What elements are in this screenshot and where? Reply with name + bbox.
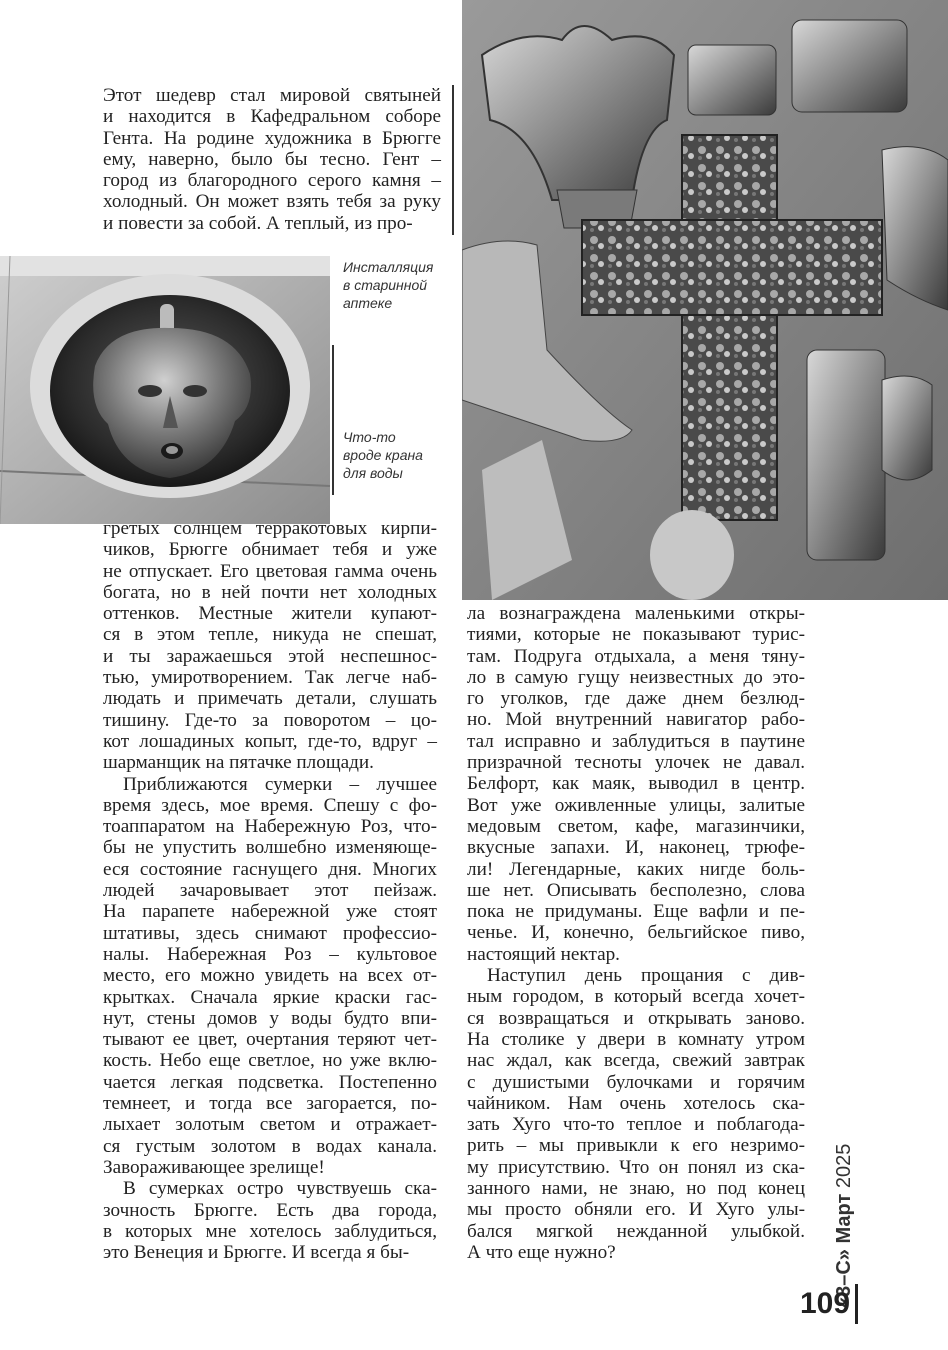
text-line: ченье. И, конечно, бельгийское пиво,	[467, 922, 805, 944]
page-number: 109	[800, 1287, 851, 1320]
text-line: На парапете набережной уже стоят	[103, 901, 437, 923]
caption-faucet: Что-то вроде крана для воды	[343, 429, 423, 481]
magazine-issue-label	[824, 1080, 864, 1310]
text-line: налы. Набережная Роз – культовое	[103, 943, 437, 965]
text-line: богата, но в ней почти нет холодных	[103, 581, 437, 603]
fountain-photo	[0, 256, 330, 524]
article-right-column	[467, 603, 805, 1263]
text-line: ся густым золотом в водах канала.	[103, 1135, 437, 1157]
text-line: занного нами, не знаю, но под конец	[467, 1178, 805, 1200]
issue-month: Март	[833, 1193, 855, 1244]
text-line: вкусные запахи. И, наконец, трюфе-	[467, 837, 805, 859]
text-line: ла вознаграждена маленькими откры-	[467, 603, 805, 624]
text-line: тал исправно и заблудиться в паутине	[467, 730, 805, 752]
text-line: ше нет. Описывать бесполезно, слова	[467, 879, 805, 901]
magazine-name: «3–С»	[833, 1249, 855, 1308]
text-line: На столике у двери в комнату утром	[467, 1028, 805, 1050]
page-number-bar	[855, 1284, 858, 1324]
text-line: это Венеция и Брюгге. И всегда я бы-	[103, 1242, 410, 1264]
text-line: и находится в Кафедральном соборе	[103, 106, 441, 128]
text-line: чайником. Нам очень хотелось ска-	[467, 1092, 805, 1114]
text-line: В сумерках остро чувствуешь ска-	[123, 1178, 437, 1200]
text-line: но. Мой внутренний навигатор рабо-	[467, 709, 805, 731]
text-line: ли! Легендарные, каких нигде боль-	[467, 858, 805, 880]
text-line: Завораживающее зрелище!	[103, 1156, 325, 1178]
text-line: ся возвращаться и открывать заново.	[467, 1007, 805, 1029]
text-line: бы не упустить волшебно изменяюще-	[103, 837, 437, 859]
text-line: мы просто обняли его. И Хуго улы-	[467, 1199, 805, 1221]
text-line: зочность Брюгге. Есть два города,	[103, 1199, 437, 1221]
text-line: Вот уже оживленные улицы, залитые	[467, 794, 805, 816]
text-line: кот лошадиных копыт, где-то, вдруг –	[103, 730, 437, 752]
text-line: тью, умиротворением. Так легче наб-	[103, 667, 437, 689]
text-line: настоящий нектар.	[467, 943, 620, 965]
text-line: не отпускает. Его цветовая гамма очень	[103, 560, 437, 582]
text-line: Белфорт, как маяк, выводил в центр.	[467, 773, 805, 795]
text-line: бался мягкой нежданной улыбкой.	[467, 1220, 805, 1242]
caption-divider	[332, 345, 334, 495]
text-line: людать и примечать детали, слушать	[103, 688, 437, 710]
text-line: Гента. На родине художника в Брюгге	[103, 127, 441, 149]
text-line: холодный. Он может взять тебя за руку	[103, 191, 441, 213]
text-line: в которых мне хотелось заблудиться,	[103, 1220, 437, 1242]
text-line: гретых солнцем терракотовых кирпи-	[103, 518, 437, 539]
text-line: ным городом, в который всегда хочет-	[467, 986, 805, 1008]
text-line: чается легкая подсветка. Постепенно	[103, 1071, 437, 1093]
text-line: го уголков, где даже днем безлюд-	[467, 688, 805, 710]
text-line: зать Хуго что-то теплое и поблагода-	[467, 1114, 805, 1136]
text-line: и ты заражаешься этой неспешнос-	[103, 645, 437, 667]
text-line: тишину. Где-то за поворотом – цо-	[103, 709, 437, 731]
text-line: место, его можно увидеть на всех от-	[103, 965, 437, 987]
text-line: город из благородного серого камня –	[103, 170, 441, 192]
text-line: ло в самую гущу неизвестных до это-	[467, 666, 805, 688]
text-line: чиков, Брюгге обнимает тебя и уже	[103, 539, 437, 561]
text-line: тоаппаратом на Набережную Роз, что-	[103, 816, 437, 838]
text-line: там. Подруга отдыхала, а меня тяну-	[467, 645, 805, 667]
cross-installation-photo	[462, 0, 948, 600]
top-text-divider	[452, 85, 454, 235]
text-line: тиями, которые не показывают турис-	[467, 624, 805, 646]
text-line: Этот шедевр стал мировой святыней	[103, 85, 441, 106]
text-line: медовым светом, кафе, магазинчики,	[467, 815, 805, 837]
text-line: темнеет, и тогда все загорается, по-	[103, 1093, 437, 1115]
text-line: рить – мы привыкли к его незримо-	[467, 1135, 805, 1157]
text-line: еся состояние гаснущего дня. Многих	[103, 858, 437, 880]
text-line: оттенков. Местные жители купают-	[103, 603, 437, 625]
text-line: время здесь, мое время. Спешу с фо-	[103, 794, 437, 816]
text-line: му присутствию. Что он понял из ска-	[467, 1156, 805, 1178]
text-line: крытках. Сначала яркие краски гас-	[103, 986, 437, 1008]
text-line: тывают ее цвет, очертания теряют чет-	[103, 1029, 437, 1051]
text-line: Приближаются сумерки – лучшее	[123, 773, 437, 795]
article-left-column	[103, 518, 437, 1263]
text-line: Наступил день прощания с див-	[487, 965, 805, 987]
text-line: ему, наверно, было бы тесно. Гент –	[103, 148, 441, 170]
text-line: кость. Небо еще светлое, но уже вклю-	[103, 1050, 437, 1072]
text-line: людей зачаровывает этот пейзаж.	[103, 880, 437, 902]
text-line: ся в этом тепле, никуда не спешат,	[103, 624, 437, 646]
text-line: лыхает золотым светом и отражает-	[103, 1114, 437, 1136]
text-line: А что еще нужно?	[467, 1241, 616, 1263]
text-line: призрачной тесноты улочек не давал.	[467, 752, 805, 774]
caption-installation: Инсталляция в старинной аптеке	[343, 259, 434, 311]
text-line: штативы, здесь снимают профессио-	[103, 922, 437, 944]
text-line: нас ждал, как всегда, свежий завтрак	[467, 1050, 805, 1072]
text-line: и повести за собой. А теплый, из про-	[103, 212, 413, 234]
issue-year: 2025	[833, 1143, 855, 1189]
text-line: с душистыми булочками и горячим	[467, 1071, 805, 1093]
text-line: шарманщик на пятачке площади.	[103, 752, 374, 774]
article-top-column	[103, 85, 441, 234]
text-line: пока не придуманы. Еще вафли и пе-	[467, 901, 805, 923]
text-line: нут, стены домов у воды будто впи-	[103, 1007, 437, 1029]
